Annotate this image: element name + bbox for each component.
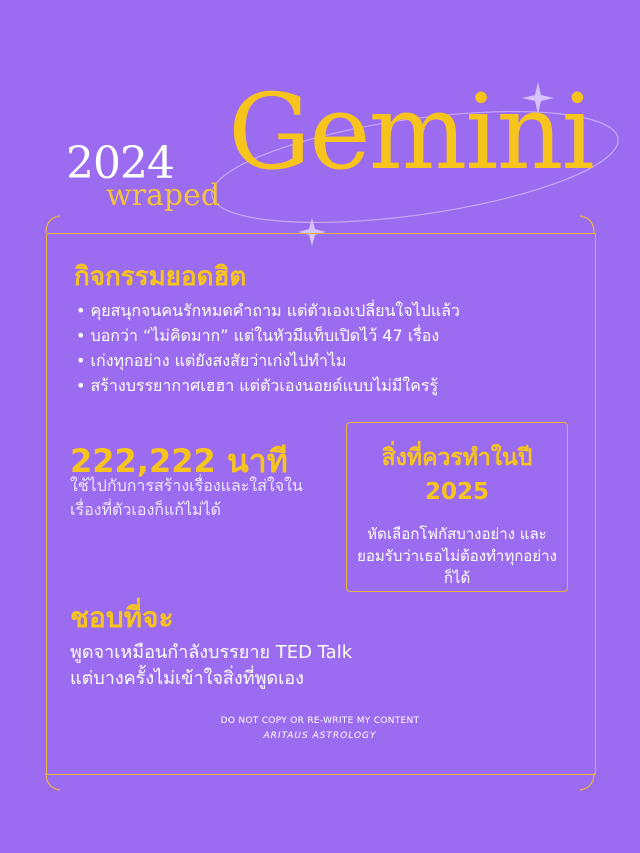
hit-activities-title: กิจกรรมยอดฮิต bbox=[74, 262, 247, 292]
list-item: • สร้างบรรยากาศเฮฮา แต่ตัวเองนอยด์แบบไม่มีใครรู้ bbox=[76, 373, 460, 398]
frame-corner-ornament bbox=[46, 773, 60, 790]
likes-line: แต่บางครั้งไม่เข้าใจสิ่งที่พูดเอง bbox=[70, 668, 304, 689]
wraped-subtitle: wraped bbox=[106, 178, 221, 213]
sign-title: Gemini bbox=[228, 71, 593, 193]
todo-title: สิ่งที่ควรทำในปี 2025 bbox=[381, 445, 533, 505]
todo-box bbox=[346, 422, 568, 592]
frame-corner-ornament bbox=[580, 216, 594, 233]
list-item: • บอกว่า “ไม่คิดมาก” แต่ในหัวมีแท็บเปิดไว้ 47 เรื่อง bbox=[76, 323, 460, 348]
minutes-value: 222,222 นาที bbox=[70, 442, 288, 480]
list-item: • เก่งทุกอย่าง แต่ยังสงสัยว่าเก่งไปทำไม bbox=[76, 348, 460, 373]
frame-corner-ornament bbox=[580, 773, 594, 790]
year-title: 2024 bbox=[66, 138, 174, 189]
minutes-description: ใช้ไปกับการสร้างเรื่องและใส่ใจในเรื่องที่ตัวเองก็แก้ไม่ได้ bbox=[70, 476, 303, 519]
todo-description: หัดเลือกโฟกัสบางอย่าง และยอมรับว่าเธอไม่ต้องทำทุกอย่างก็ได้ bbox=[357, 525, 557, 587]
list-item: • คุยสนุกจนคนรักหมดคำถาม แต่ตัวเองเปลี่ยนใจไปแล้ว bbox=[76, 298, 460, 323]
likes-description bbox=[70, 640, 352, 692]
likes-title: ชอบที่จะ bbox=[70, 601, 174, 634]
copyright-notice: DO NOT COPY OR RE-WRITE MY CONTENT bbox=[220, 716, 420, 726]
brand-name: ARITAUS ASTROLOGY bbox=[263, 731, 377, 741]
frame-corner-ornament bbox=[46, 216, 60, 233]
hit-activities-list bbox=[76, 298, 460, 398]
likes-line: พูดจาเหมือนกำลังบรรยาย TED Talk bbox=[70, 642, 353, 663]
